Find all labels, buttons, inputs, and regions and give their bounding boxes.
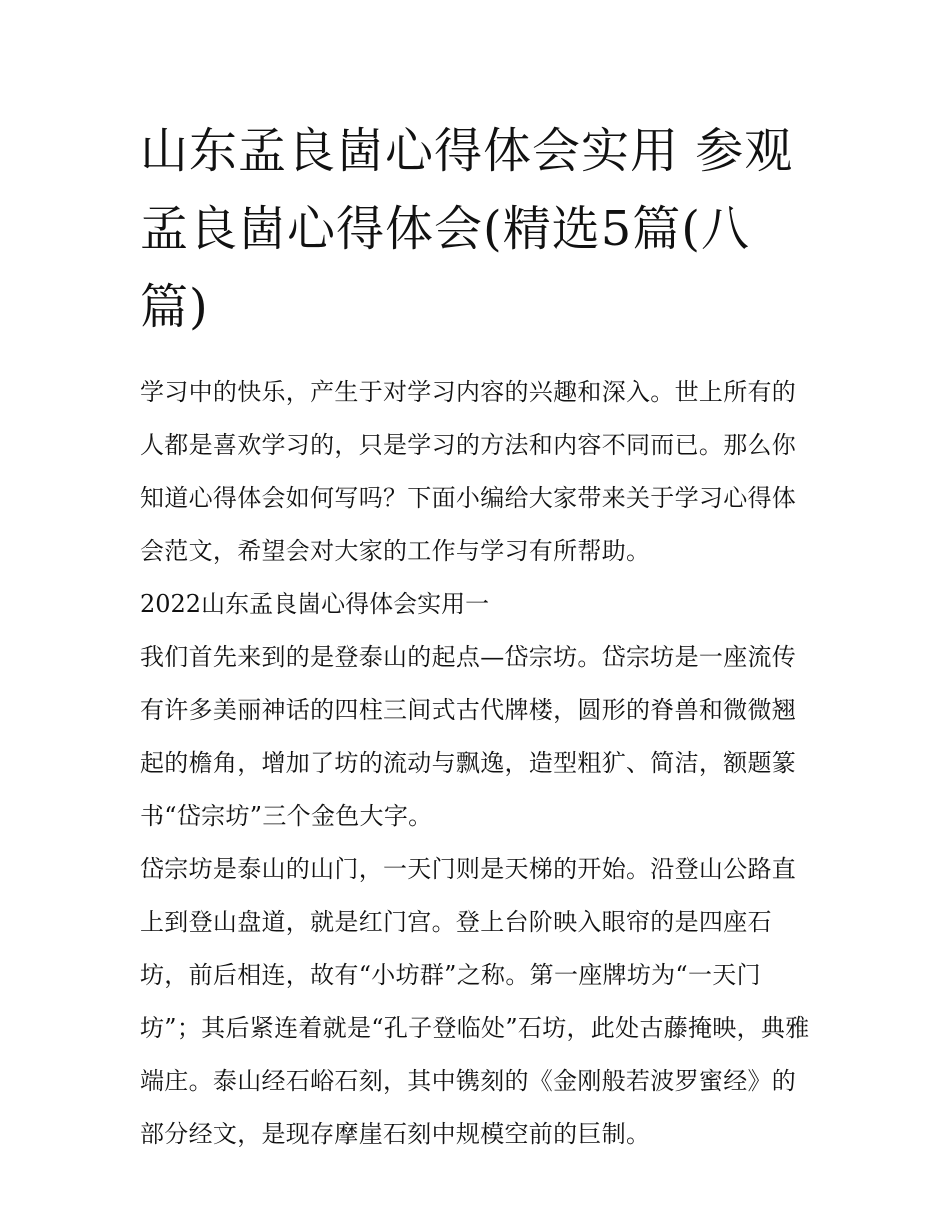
body-paragraph-2: 岱宗坊是泰山的山门，一天门则是天梯的开始。沿登山公路直上到登山盘道，就是红门宫。登上台阶映入眼帘的是四座石坊，前后相连，故有“小坊群”之称。第一座牌坊为“一天门坊”；其后紧连着就是“孔子登临处”石坊，此处古藤掩映，典雅端庄。泰山经石峪石刻，其中镌刻的《金刚般若波罗蜜经》的部分经文，是现存摩崖石刻中规模空前的巨制。 [140, 855, 810, 1148]
document-title: 山东孟良崮心得体会实用 参观孟良崮心得体会(精选5篇(八篇) [140, 123, 794, 335]
section-heading: 2022山东孟良崮心得体会实用一 [140, 590, 490, 618]
document-page [140, 112, 815, 1161]
body-paragraph-1: 我们首先来到的是登泰山的起点—岱宗坊。岱宗坊是一座流传有许多美丽神话的四柱三间式古代牌楼，圆形的脊兽和微微翘起的檐角，增加了坊的流动与飘逸，造型粗犷、简洁，额题篆书“岱宗坊”三个金色大字。 [140, 643, 797, 830]
intro-paragraph: 学习中的快乐，产生于对学习内容的兴趣和深入。世上所有的人都是喜欢学习的，只是学习的方法和内容不同而已。那么你知道心得体会如何写吗？下面小编给大家带来关于学习心得体会范文，希望会对大家的工作与学习有所帮助。 [140, 378, 797, 565]
